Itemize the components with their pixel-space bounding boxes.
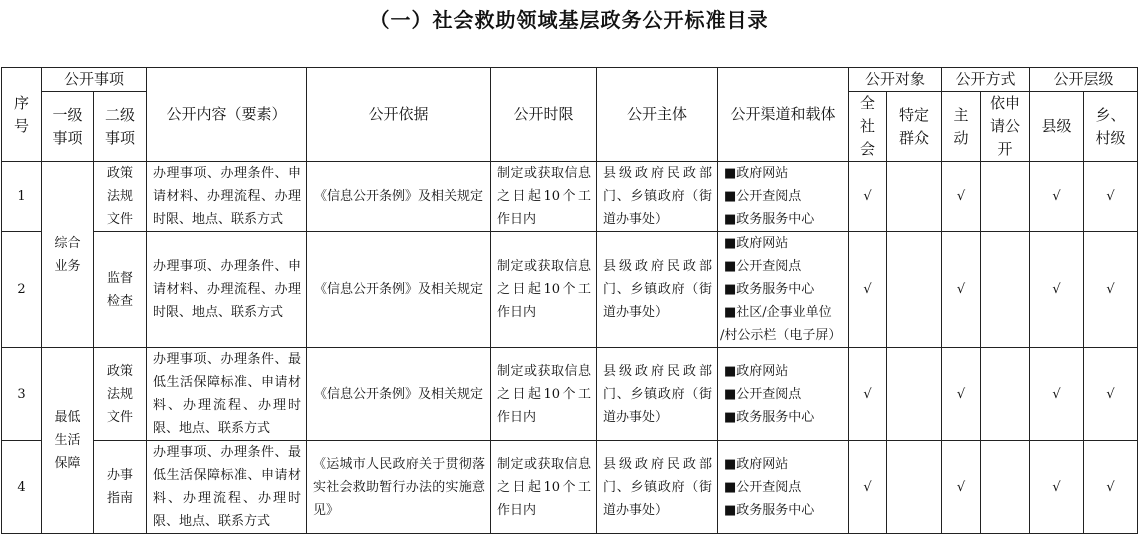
content-cell: 办理事项、办理条件、最低生活保障标准、申请材料、办理流程、办理时限、地点、联系方式 <box>147 348 307 441</box>
check-request <box>981 348 1030 441</box>
channel-item: ■政府网站 <box>724 166 789 181</box>
header-target: 公开对象 <box>849 68 942 92</box>
check-county: √ <box>1030 348 1084 441</box>
header-matter: 公开事项 <box>42 68 147 92</box>
channel-cell <box>718 232 849 348</box>
table-row <box>2 348 1138 441</box>
check-request <box>981 162 1030 232</box>
check-request <box>981 441 1030 534</box>
timelimit-cell: 制定或获取信息之日起10个工作日内 <box>491 348 597 441</box>
header-level-town: 乡、村级 <box>1084 92 1138 162</box>
header-timelimit: 公开时限 <box>491 68 597 162</box>
level2-cell: 监督检查 <box>94 232 147 348</box>
check-all: √ <box>849 348 887 441</box>
channel-item: ■社区/企事业单位 <box>724 305 832 320</box>
check-county: √ <box>1030 232 1084 348</box>
timelimit-cell: 制定或获取信息之日起10个工作日内 <box>491 232 597 348</box>
catalog-table <box>1 67 1138 534</box>
check-specific <box>887 232 942 348</box>
subject-cell: 县级政府民政部门、乡镇政府（街道办事处） <box>597 162 718 232</box>
check-active: √ <box>942 232 981 348</box>
header-level2: 二级事项 <box>94 92 147 162</box>
check-active: √ <box>942 348 981 441</box>
header-basis: 公开依据 <box>307 68 491 162</box>
check-active: √ <box>942 162 981 232</box>
timelimit-cell: 制定或获取信息之日起10个工作日内 <box>491 441 597 534</box>
check-specific <box>887 441 942 534</box>
row-seq: 3 <box>2 348 42 441</box>
content-cell: 办理事项、办理条件、申请材料、办理流程、办理时限、地点、联系方式 <box>147 232 307 348</box>
timelimit-cell: 制定或获取信息之日起10个工作日内 <box>491 162 597 232</box>
check-all: √ <box>849 162 887 232</box>
subject-cell: 县级政府民政部门、乡镇政府（街道办事处） <box>597 441 718 534</box>
check-all: √ <box>849 441 887 534</box>
channel-cell <box>718 441 849 534</box>
channel-item: ■政务服务中心 <box>724 502 815 518</box>
check-county: √ <box>1030 162 1084 232</box>
level2-cell: 政策法规文件 <box>94 348 147 441</box>
row-seq: 2 <box>2 232 42 348</box>
channel-item: ■政务服务中心 <box>724 409 815 425</box>
level1-cell: 最低生活保障 <box>42 348 94 534</box>
header-target-specific: 特定群众 <box>887 92 942 162</box>
check-specific <box>887 348 942 441</box>
level2-cell: 政策法规文件 <box>94 162 147 232</box>
subject-cell: 县级政府民政部门、乡镇政府（街道办事处） <box>597 232 718 348</box>
subject-cell: 县级政府民政部门、乡镇政府（街道办事处） <box>597 348 718 441</box>
check-active: √ <box>942 441 981 534</box>
table-row <box>2 232 1138 348</box>
channel-item: ■政务服务中心 <box>724 282 815 297</box>
basis-cell: 《运城市人民政府关于贯彻落实社会救助暂行办法的实施意见》 <box>307 441 491 534</box>
header-method: 公开方式 <box>942 68 1030 92</box>
channel-item: ■公开查阅点 <box>724 479 802 495</box>
table-row <box>2 162 1138 232</box>
header-level-county: 县级 <box>1030 92 1084 162</box>
content-cell: 办理事项、办理条件、最低生活保障标准、申请材料、办理流程、办理时限、地点、联系方式 <box>147 441 307 534</box>
channel-item: ■公开查阅点 <box>724 386 802 402</box>
check-town: √ <box>1084 441 1138 534</box>
check-town: √ <box>1084 162 1138 232</box>
header-seq: 序号 <box>2 68 42 162</box>
row-seq: 1 <box>2 162 42 232</box>
channel-item: ■政府网站 <box>724 456 789 472</box>
header-target-all: 全社会 <box>849 92 887 162</box>
channel-item: ■公开查阅点 <box>724 259 802 274</box>
channel-item: ■公开查阅点 <box>724 189 802 204</box>
basis-cell: 《信息公开条例》及相关规定 <box>307 162 491 232</box>
basis-cell: 《信息公开条例》及相关规定 <box>307 232 491 348</box>
header-subject: 公开主体 <box>597 68 718 162</box>
channel-item: /村公示栏（电子屏） <box>720 328 842 343</box>
header-channel: 公开渠道和载体 <box>718 68 849 162</box>
check-town: √ <box>1084 232 1138 348</box>
basis-cell: 《信息公开条例》及相关规定 <box>307 348 491 441</box>
channel-cell <box>718 348 849 441</box>
check-specific <box>887 162 942 232</box>
channel-item: ■政府网站 <box>724 236 789 251</box>
level1-cell: 综合业务 <box>42 162 94 348</box>
check-request <box>981 232 1030 348</box>
header-level: 公开层级 <box>1030 68 1138 92</box>
row-seq: 4 <box>2 441 42 534</box>
header-method-request: 依申请公开 <box>981 92 1030 162</box>
check-all: √ <box>849 232 887 348</box>
channel-cell <box>718 162 849 232</box>
channel-item: ■政务服务中心 <box>724 212 815 227</box>
level2-cell: 办事指南 <box>94 441 147 534</box>
page-title: （一）社会救助领域基层政务公开标准目录 <box>369 8 769 32</box>
header-method-active: 主动 <box>942 92 981 162</box>
content-cell: 办理事项、办理条件、申请材料、办理流程、办理时限、地点、联系方式 <box>147 162 307 232</box>
channel-item: ■政府网站 <box>724 363 789 379</box>
table-row <box>2 441 1138 534</box>
header-level1: 一级事项 <box>42 92 94 162</box>
header-content: 公开内容（要素） <box>147 68 307 162</box>
check-town: √ <box>1084 348 1138 441</box>
check-county: √ <box>1030 441 1084 534</box>
